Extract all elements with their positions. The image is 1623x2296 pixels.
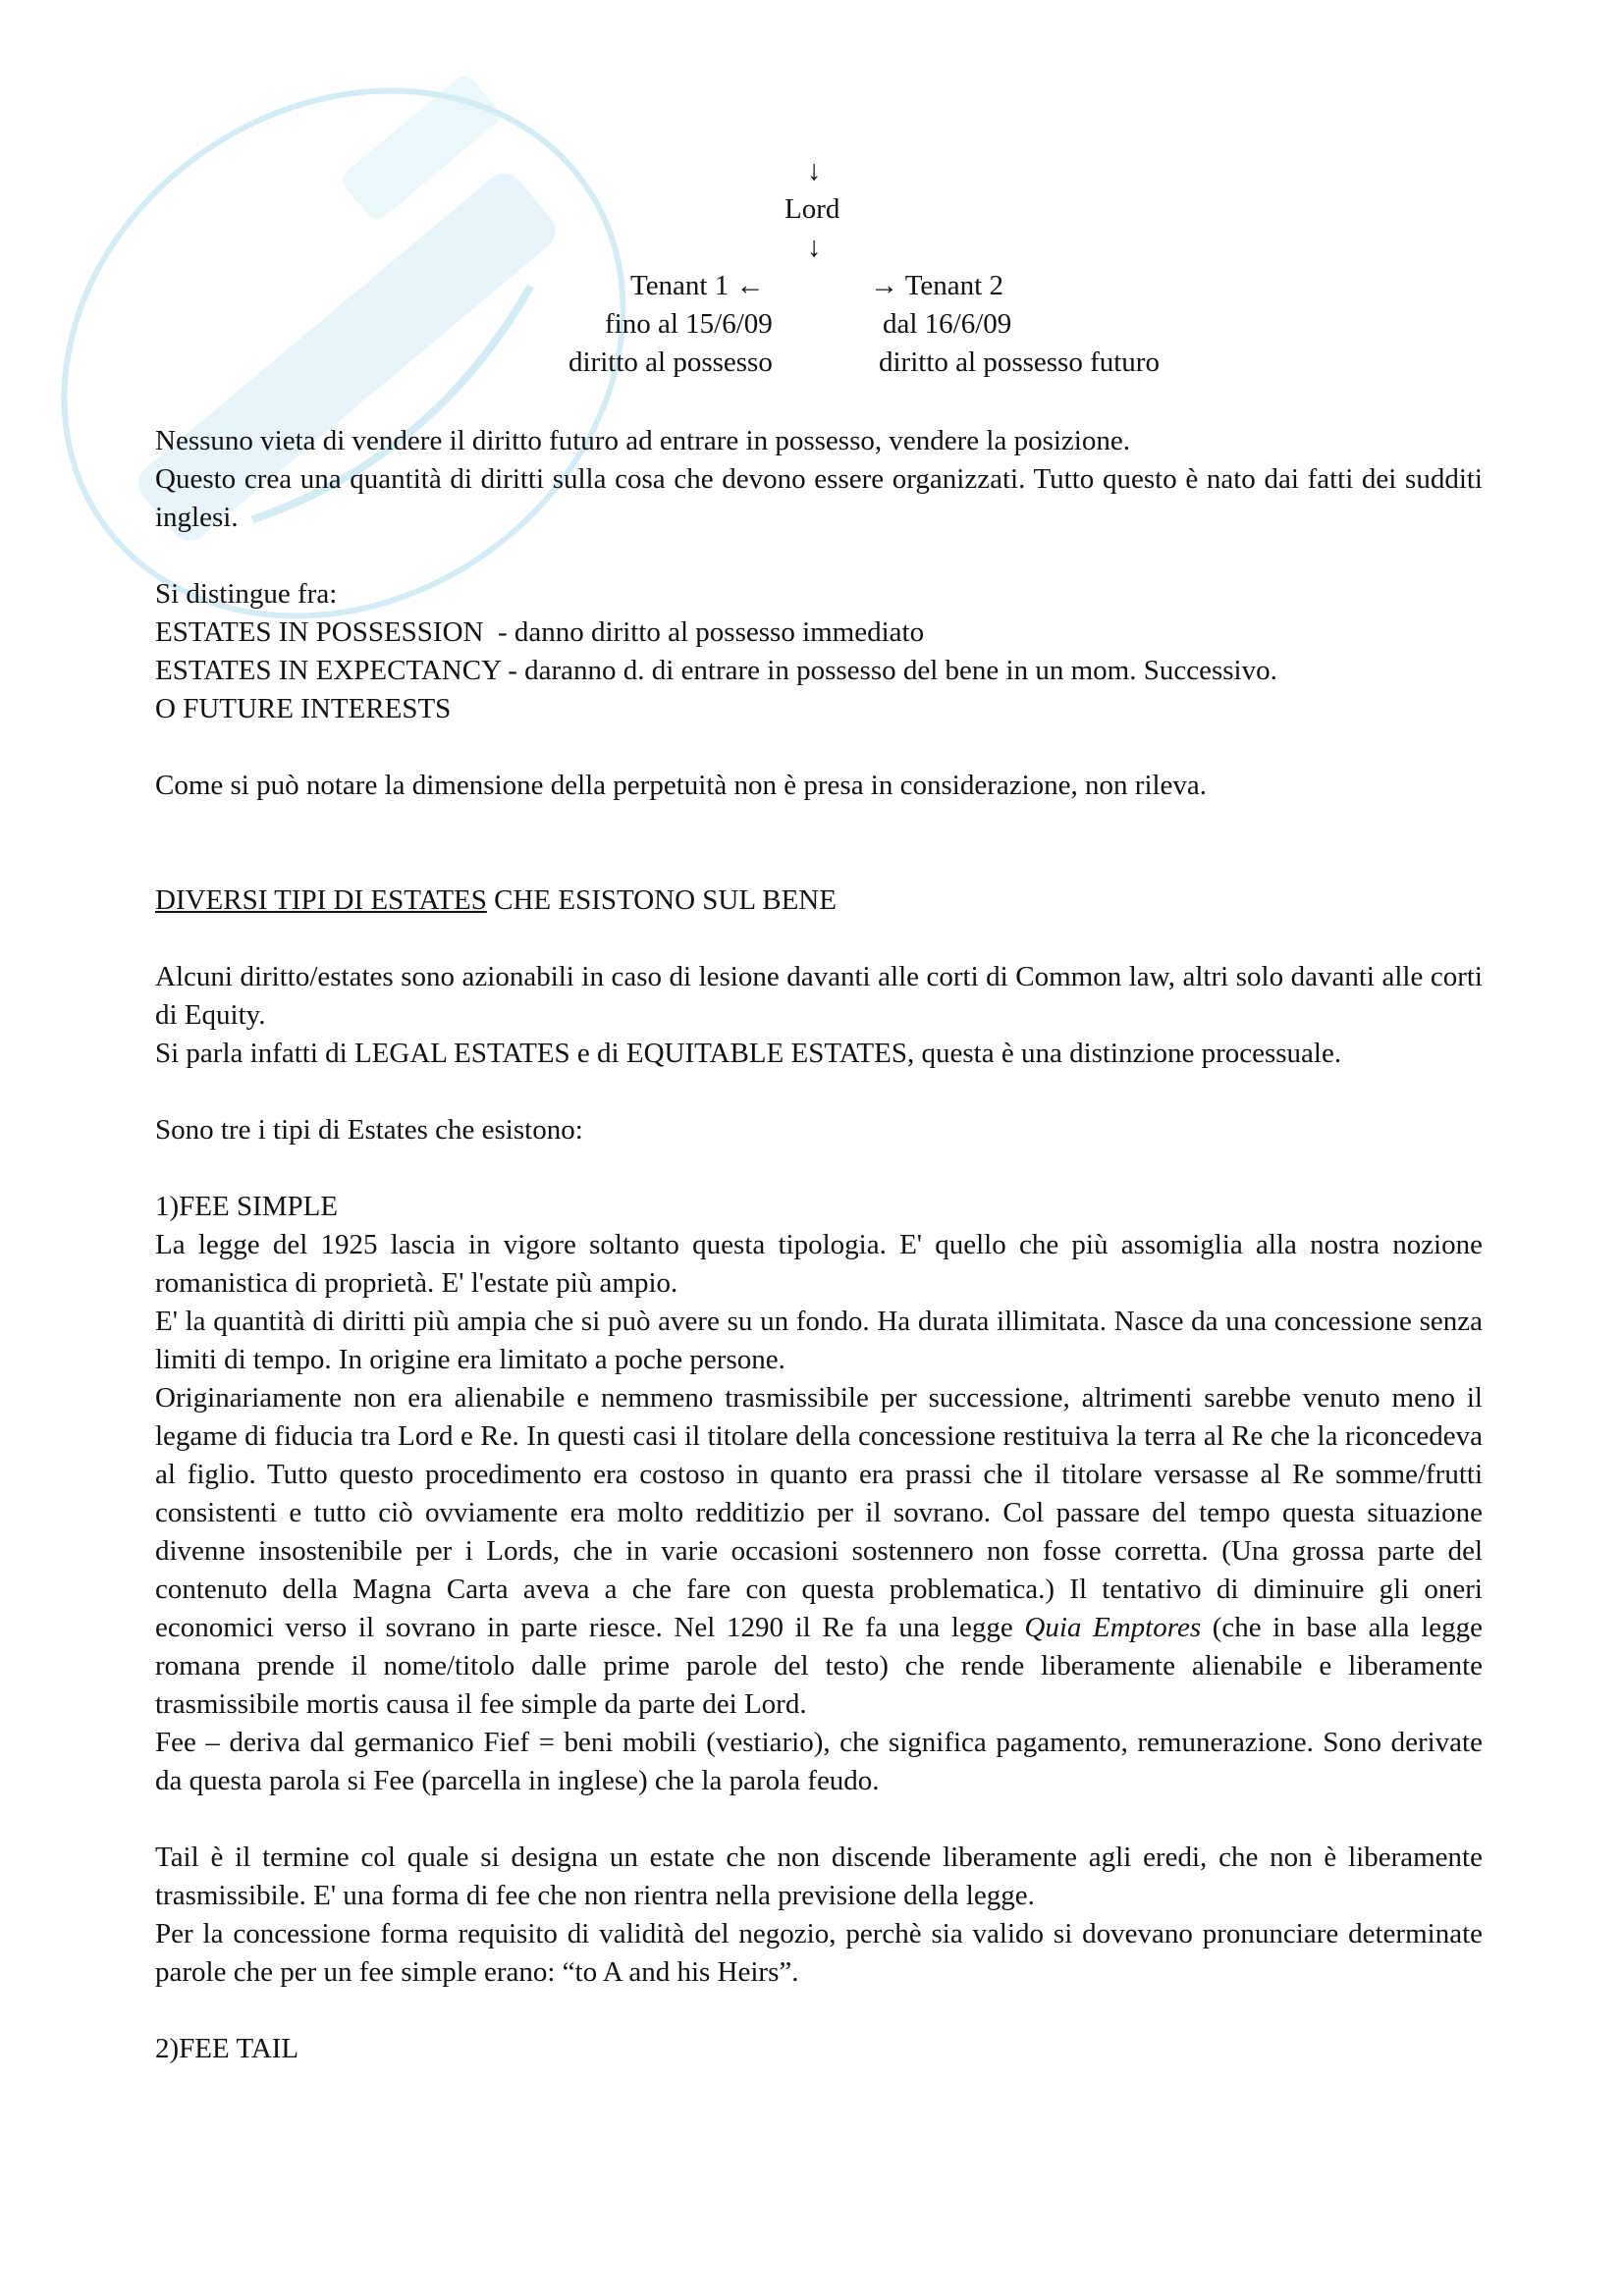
- paragraph: ESTATES IN POSSESSION - danno diritto al possesso immediato: [155, 616, 925, 648]
- document-body: [155, 422, 1483, 2068]
- paragraph: O FUTURE INTERESTS: [155, 693, 452, 724]
- paragraph: Nessuno vieta di vendere il diritto futuro ad entrare in possesso, vendere la posizione.: [155, 425, 1130, 456]
- paragraph: E' la quantità di diritti più ampia che si può avere su un fondo. Ha durata illimitata. Nasce da una concessione senza limiti di tempo. In origine era limitato a poche persone.: [155, 1306, 1483, 1375]
- document-page: [155, 0, 1483, 2296]
- subsection-heading: 1)FEE SIMPLE: [155, 1191, 339, 1222]
- diagram-tenant-2: → Tenant 2: [870, 270, 1003, 301]
- paragraph: Sono tre i tipi di Estates che esistono:: [155, 1114, 583, 1146]
- paragraph: Alcuni diritto/estates sono azionabili in caso di lesione davanti alle corti di Common law, altri solo davanti alle corti di Equity.: [155, 961, 1483, 1031]
- lord-tenant-diagram: [155, 152, 1483, 388]
- paragraph: Come si può notare la dimensione della perpetuità non è presa in considerazione, non rileva.: [155, 770, 1208, 801]
- paragraph: Per la concessione forma requisito di validità del negozio, perchè sia valido si dovevano pronunciare determinate parole che per un fee simple erano: “to A and his Heirs”.: [155, 1918, 1483, 1988]
- section-heading-rest: CHE ESISTONO SUL BENE: [486, 884, 837, 916]
- paragraph-part: (che in base alla legge romana prende il nome/titolo dalle prime parole del testo) che rende liberamente alienabile e liberamente trasmissibile mortis causa il fee simple da parte dei Lord.: [155, 1612, 1483, 1720]
- diagram-date-1: fino al 15/6/09: [605, 308, 773, 340]
- diagram-right-2: diritto al possesso futuro: [879, 347, 1160, 378]
- arrow-down-mid: ↓: [807, 232, 822, 263]
- arrow-down-top: ↓: [807, 155, 822, 187]
- italic-law-title: Quia Emptores: [1024, 1612, 1202, 1643]
- paragraph: Questo crea una quantità di diritti sulla cosa che devono essere organizzati. Tutto questo è nato dai fatti dei sudditi inglesi.: [155, 463, 1483, 533]
- diagram-tenant-1: Tenant 1 ←: [630, 270, 765, 301]
- paragraph: Si parla infatti di LEGAL ESTATES e di EQUITABLE ESTATES, questa è una distinzione processuale.: [155, 1038, 1342, 1069]
- section-heading-underlined: DIVERSI TIPI DI ESTATES: [155, 884, 487, 916]
- diagram-right-1: diritto al possesso: [568, 347, 773, 378]
- section-heading: [155, 881, 1483, 920]
- paragraph: Si distingue fra:: [155, 578, 338, 610]
- diagram-lord: Lord: [784, 193, 840, 225]
- paragraph-part: Originariamente non era alienabile e nemmeno trasmissibile per successione, altrimenti sarebbe venuto meno il legame di fiducia tra Lord e Re. In questi casi il titolare della concessione restituiva la terra al Re che la riconcedeva al figlio. Tutto questo procedimento era costoso in quanto era prassi che il titolare versasse al Re somme/frutti consistenti e tutto ciò ovviamente era molto redditizio per il sovrano. Col passare del tempo questa situazione divenne insostenibile per i Lords, che in varie occasioni sostennero non fosse corretta. (Una grossa parte del contenuto della Magna Carta aveva a che fare con questa problematica.) Il tentativo di diminuire gli oneri economici verso il sovrano in parte riesce. Nel 1290 il Re fa una legge: [155, 1382, 1483, 1643]
- subsection-heading: 2)FEE TAIL: [155, 2033, 299, 2064]
- paragraph: Fee – deriva dal germanico Fief = beni mobili (vestiario), che significa pagamento, remunerazione. Sono derivate da questa parola si Fee (parcella in inglese) che la parola feudo.: [155, 1727, 1483, 1796]
- diagram-date-2: dal 16/6/09: [883, 308, 1012, 340]
- paragraph: Tail è il termine col quale si designa un estate che non discende liberamente agli eredi, che non è liberamente trasmissibile. E' una forma di fee che non rientra nella previsione della legge.: [155, 1842, 1483, 1911]
- paragraph: [155, 1379, 1483, 1724]
- paragraph: La legge del 1925 lascia in vigore soltanto questa tipologia. E' quello che più assomiglia alla nostra nozione romanistica di proprietà. E' l'estate più ampio.: [155, 1229, 1483, 1299]
- paragraph: ESTATES IN EXPECTANCY - daranno d. di entrare in possesso del bene in un mom. Successivo.: [155, 655, 1277, 686]
